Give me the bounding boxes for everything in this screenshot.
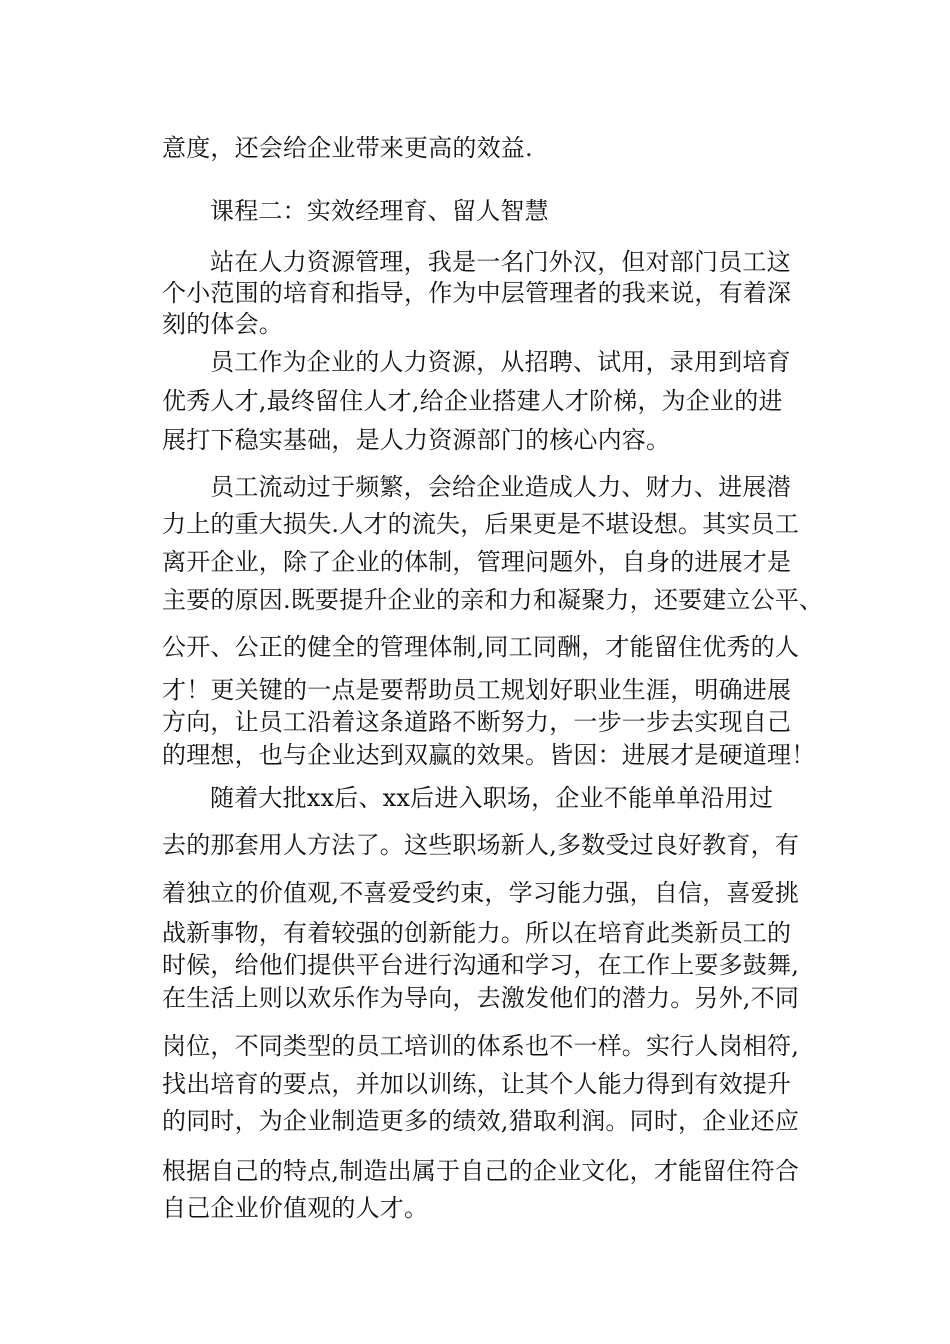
text-line: 刻的体会。 (162, 310, 283, 338)
text-line: 公开、公正的健全的管理体制,同工同酬，才能留住优秀的人 (162, 633, 800, 661)
text-line: 员工流动过于频繁，会给企业造成人力、财力、进展潜 (210, 473, 791, 501)
text-line: 去的那套用人方法了。这些职场新人,多数受过良好教育，有 (162, 831, 800, 859)
text-line: 力上的重大损失.人才的流失，后果更是不堪设想。其实员工 (162, 510, 800, 538)
text-line: 根据自己的特点,制造出属于自己的企业文化，才能留住符合 (162, 1157, 800, 1185)
text-line: 在生活上则以欢乐作为导向，去激发他们的潜力。另外,不同 (162, 984, 800, 1012)
text-line: 着独立的价值观,不喜爱受约束，学习能力强，自信，喜爱挑 (162, 879, 800, 907)
text-line: 的理想，也与企业达到双赢的效果。皆因：进展才是硬道理！ (162, 741, 816, 769)
text-line: 才！更关键的一点是要帮助员工规划好职业生涯，明确进展 (162, 676, 792, 704)
text-line: 岗位，不同类型的员工培训的体系也不一样。实行人岗相符, (162, 1032, 800, 1060)
text-line: 意度，还会给企业带来更高的效益. (162, 134, 533, 162)
text-line: 个小范围的培育和指导，作为中层管理者的我来说，有着深 (162, 279, 792, 307)
text-line: 站在人力资源管理，我是一名门外汉，但对部门员工这 (210, 248, 791, 276)
text-line: 主要的原因.既要提升企业的亲和力和凝聚力，还要建立公平、 (162, 586, 824, 614)
text-line: 离开企业，除了企业的体制，管理问题外，自身的进展才是 (162, 548, 792, 576)
section-heading: 课程二：实效经理育、留人智慧 (210, 197, 549, 225)
text-line: 战新事物，有着较强的创新能力。所以在培育此类新员工的 (162, 919, 792, 947)
text-line: 时候，给他们提供平台进行沟通和学习，在工作上要多鼓舞, (162, 951, 800, 979)
text-line: 展打下稳实基础，是人力资源部门的核心内容。 (162, 426, 671, 454)
text-line: 的同时，为企业制造更多的绩效,猎取利润。同时，企业还应 (162, 1107, 800, 1135)
text-line: 随着大批xx后、xx后进入职场，企业不能单单沿用过 (210, 784, 774, 812)
text-line: 优秀人才,最终留住人才,给企业搭建人才阶梯，为企业的进 (162, 387, 783, 415)
text-line: 方向，让员工沿着这条道路不断努力，一步一步去实现自己 (162, 708, 792, 736)
text-line: 员工作为企业的人力资源，从招聘、试用，录用到培育 (210, 348, 791, 376)
text-line: 找出培育的要点，并加以训练，让其个人能力得到有效提升 (162, 1070, 792, 1098)
text-line: 自己企业价值观的人才。 (162, 1194, 429, 1222)
